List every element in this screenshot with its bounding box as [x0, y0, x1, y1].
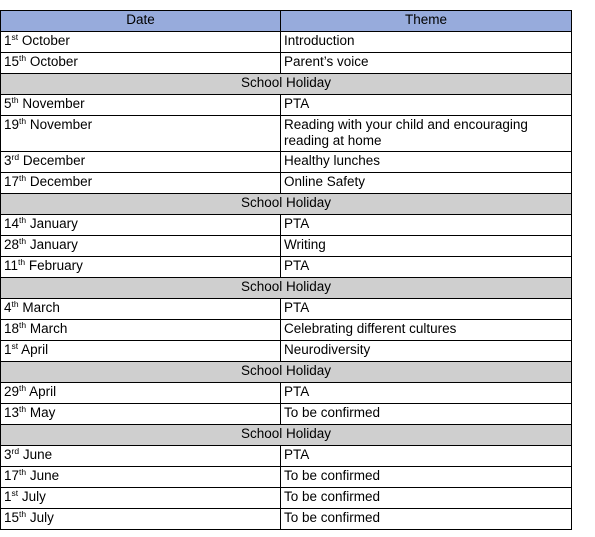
- theme-cell: Healthy lunches: [281, 152, 572, 173]
- date-ordinal-suffix: rd: [11, 152, 20, 162]
- date-cell: [1, 488, 281, 509]
- date-month: March: [22, 300, 60, 315]
- date-ordinal-suffix: th: [11, 95, 19, 105]
- table-row: [1, 299, 572, 320]
- table-row: [1, 467, 572, 488]
- table-header: [1, 11, 572, 32]
- theme-cell: PTA: [281, 299, 572, 320]
- date-cell: [1, 467, 281, 488]
- table-row: [1, 383, 572, 404]
- theme-cell: PTA: [281, 215, 572, 236]
- theme-cell: Writing: [281, 236, 572, 257]
- date-ordinal-suffix: th: [19, 53, 27, 63]
- date-month: May: [29, 405, 56, 420]
- date-cell: [1, 383, 281, 404]
- theme-cell: Celebrating different cultures: [281, 320, 572, 341]
- date-ordinal-suffix: st: [11, 341, 19, 351]
- theme-cell: Reading with your child and encouraging reading at home: [281, 116, 572, 152]
- theme-column-header: Theme: [281, 11, 572, 32]
- date-month: June: [29, 468, 60, 483]
- table-row: [1, 116, 572, 152]
- date-cell: [1, 95, 281, 116]
- table-body: [1, 32, 572, 530]
- theme-cell: PTA: [281, 257, 572, 278]
- theme-cell: To be confirmed: [281, 509, 572, 530]
- table-row: [1, 404, 572, 425]
- holiday-label: School Holiday: [1, 194, 572, 215]
- theme-cell: Neurodiversity: [281, 341, 572, 362]
- date-month: April: [21, 342, 49, 357]
- date-month: October: [21, 33, 70, 48]
- date-month: March: [29, 321, 68, 336]
- holiday-row: [1, 74, 572, 95]
- table-row: [1, 173, 572, 194]
- meeting-schedule-table: [0, 10, 572, 530]
- table-row: [1, 32, 572, 53]
- theme-cell: Online Safety: [281, 173, 572, 194]
- date-day: 1: [4, 342, 12, 357]
- theme-cell: To be confirmed: [281, 488, 572, 509]
- date-day: 14: [4, 216, 20, 231]
- date-month: January: [29, 237, 78, 252]
- date-ordinal-suffix: th: [19, 116, 27, 126]
- holiday-row: [1, 425, 572, 446]
- date-cell: [1, 404, 281, 425]
- date-ordinal-suffix: th: [19, 236, 27, 246]
- date-day: 1: [4, 33, 12, 48]
- holiday-label: School Holiday: [1, 425, 572, 446]
- date-cell: [1, 257, 281, 278]
- table-row: [1, 509, 572, 530]
- date-cell: [1, 509, 281, 530]
- date-ordinal-suffix: th: [19, 173, 27, 183]
- date-day: 1: [4, 489, 12, 504]
- date-cell: [1, 116, 281, 152]
- date-cell: [1, 53, 281, 74]
- date-month: February: [28, 258, 83, 273]
- theme-cell: Parent’s voice: [281, 53, 572, 74]
- date-day: 3: [4, 153, 12, 168]
- theme-cell: To be confirmed: [281, 467, 572, 488]
- table-row: [1, 320, 572, 341]
- date-ordinal-suffix: th: [19, 320, 27, 330]
- date-month: November: [22, 96, 85, 111]
- date-month: July: [21, 489, 46, 504]
- date-month: November: [29, 117, 93, 132]
- date-ordinal-suffix: th: [18, 257, 26, 267]
- date-day: 17: [4, 468, 20, 483]
- date-day: 17: [4, 174, 20, 189]
- theme-cell: To be confirmed: [281, 404, 572, 425]
- table-row: [1, 236, 572, 257]
- holiday-row: [1, 194, 572, 215]
- date-ordinal-suffix: th: [19, 215, 27, 225]
- date-month: April: [29, 384, 57, 399]
- date-month: June: [22, 447, 53, 462]
- header-row: [1, 11, 572, 32]
- date-cell: [1, 236, 281, 257]
- holiday-label: School Holiday: [1, 362, 572, 383]
- table-row: [1, 95, 572, 116]
- date-ordinal-suffix: th: [19, 467, 27, 477]
- table-row: [1, 446, 572, 467]
- date-cell: [1, 299, 281, 320]
- date-ordinal-suffix: st: [11, 488, 19, 498]
- table-row: [1, 488, 572, 509]
- date-day: 18: [4, 321, 20, 336]
- date-month: December: [22, 153, 86, 168]
- date-day: 11: [4, 258, 19, 273]
- date-ordinal-suffix: th: [11, 299, 19, 309]
- holiday-row: [1, 278, 572, 299]
- table-row: [1, 257, 572, 278]
- date-cell: [1, 320, 281, 341]
- date-day: 4: [4, 300, 12, 315]
- date-cell: [1, 446, 281, 467]
- holiday-label: School Holiday: [1, 278, 572, 299]
- date-ordinal-suffix: th: [19, 383, 27, 393]
- date-ordinal-suffix: rd: [11, 446, 20, 456]
- date-cell: [1, 152, 281, 173]
- date-day: 28: [4, 237, 20, 252]
- date-cell: [1, 32, 281, 53]
- date-day: 3: [4, 447, 12, 462]
- date-day: 19: [4, 117, 20, 132]
- date-day: 13: [4, 405, 20, 420]
- date-month: October: [29, 54, 78, 69]
- table-row: [1, 53, 572, 74]
- date-day: 5: [4, 96, 12, 111]
- date-month: December: [29, 174, 93, 189]
- date-month: January: [29, 216, 78, 231]
- date-day: 29: [4, 384, 20, 399]
- holiday-row: [1, 362, 572, 383]
- table-row: [1, 152, 572, 173]
- date-cell: [1, 215, 281, 236]
- date-cell: [1, 341, 281, 362]
- theme-cell: Introduction: [281, 32, 572, 53]
- date-month: July: [29, 510, 54, 525]
- date-cell: [1, 173, 281, 194]
- theme-cell: PTA: [281, 383, 572, 404]
- theme-cell: PTA: [281, 446, 572, 467]
- table-row: [1, 341, 572, 362]
- theme-cell: PTA: [281, 95, 572, 116]
- table-row: [1, 215, 572, 236]
- date-day: 15: [4, 510, 20, 525]
- date-ordinal-suffix: st: [11, 32, 19, 42]
- holiday-label: School Holiday: [1, 74, 572, 95]
- date-ordinal-suffix: th: [19, 509, 27, 519]
- date-ordinal-suffix: th: [19, 404, 27, 414]
- date-column-header: Date: [1, 11, 281, 32]
- date-day: 15: [4, 54, 20, 69]
